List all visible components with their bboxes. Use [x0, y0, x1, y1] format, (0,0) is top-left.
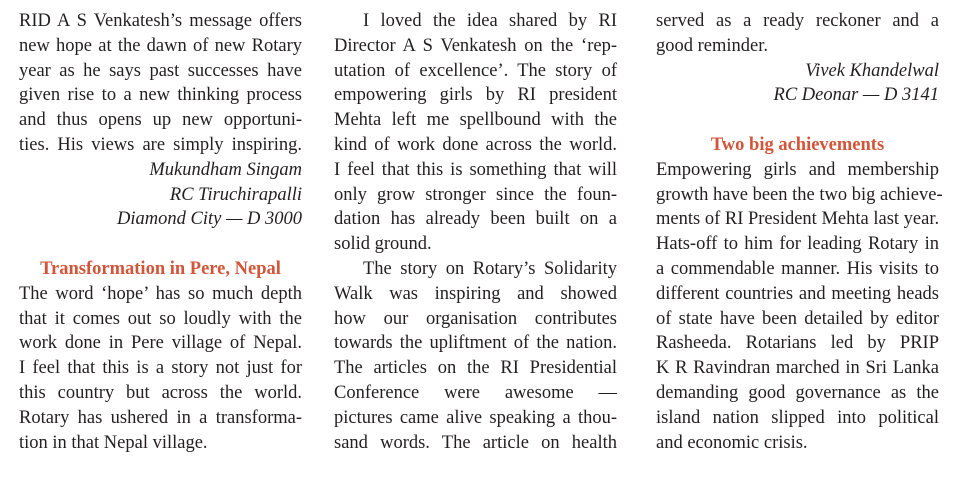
text-line: The story on Rotary’s Solidarity: [363, 258, 617, 279]
letter-continuation: [656, 9, 939, 59]
column-2: [334, 9, 617, 455]
column-1: [19, 9, 302, 455]
text-line: new hope at the dawn of new Rotary: [19, 35, 302, 56]
text-line: and economic crisis.: [656, 432, 808, 453]
text-line: island nation slipped into political: [656, 407, 939, 428]
signature-vivek-khandelwal: [656, 59, 939, 109]
letter-two-big-achievements: [656, 158, 943, 456]
text-line: ties. His views are simply inspiring.: [19, 134, 302, 155]
text-line: how our organisation contributes: [334, 308, 617, 329]
text-line: kind of work done across the world.: [334, 134, 617, 155]
heading-transformation-pere-nepal: Transformation in Pere, Nepal: [40, 258, 281, 279]
letter-pere-nepal: [19, 282, 302, 456]
text-line: good reminder.: [656, 35, 769, 56]
text-line: Hats-off to him for leading Rotary in: [656, 234, 939, 255]
text-line: utation of excellence’. The story of: [334, 60, 617, 81]
text-line: this country but across the world.: [19, 382, 302, 403]
text-line: sand words. The article on health: [334, 432, 617, 453]
text-line: served as a ready reckoner and a: [656, 11, 939, 31]
text-line: The articles on the RI Presidential: [334, 358, 617, 379]
text-line: solid ground.: [334, 234, 432, 255]
text-line: and thus opens up new opportuni-: [19, 110, 302, 131]
text-line: that it comes out so loudly with the: [19, 308, 302, 329]
text-line: Mehta left me spellbound with the: [334, 110, 617, 131]
text-line: a commendable manner. His visits to: [656, 258, 939, 279]
text-line: different countries and meeting heads: [656, 283, 939, 304]
text-line: I feel that this is something that will: [334, 159, 617, 180]
spacer: [19, 232, 302, 257]
text-line: K R Ravindran marched in Sri Lanka: [656, 358, 939, 379]
letter-solidarity-walk: [334, 257, 617, 455]
text-line: pictures came alive speaking a thou-: [334, 407, 617, 428]
text-line: year as he says past successes have: [19, 60, 302, 81]
text-line: given rise to a new thinking process: [19, 85, 302, 106]
text-line: Walk was inspiring and showed: [334, 283, 617, 304]
text-line: RID A S Venkatesh’s message offers: [19, 11, 302, 31]
text-line: dation has already been built on a: [334, 209, 617, 230]
letter-reputation-of-excellence: [334, 9, 617, 257]
text-line: Conference were awesome —: [334, 382, 617, 403]
signature-name: Mukundham Singam: [149, 159, 302, 180]
text-line: only grow stronger since the foun-: [334, 184, 617, 205]
text-line: Rotary has ushered in a transforma-: [19, 407, 302, 428]
text-line: The word ‘hope’ has so much depth: [19, 283, 302, 304]
text-line: towards the upliftment of the nation.: [334, 333, 617, 354]
column-3: [656, 9, 943, 455]
text-line: I loved the idea shared by RI: [363, 11, 617, 31]
text-line: work done in Pere village of Nepal.: [19, 333, 302, 354]
signature-mukundham-singam: [19, 158, 302, 232]
text-line: tion in that Nepal village.: [19, 432, 208, 453]
text-line: growth have been the two big achieve-: [656, 184, 943, 205]
text-line: I feel that this is a story not just for: [19, 358, 302, 379]
signature-club: RC Tiruchirapalli: [169, 184, 302, 205]
text-line: Empowering girls and membership: [656, 159, 939, 180]
text-line: demanding good governance as the: [656, 382, 939, 403]
text-line: of state have been detailed by editor: [656, 308, 939, 329]
signature-name: Vivek Khandelwal: [805, 60, 939, 81]
signature-club-district: RC Deonar — D 3141: [773, 85, 939, 106]
signature-district: Diamond City — D 3000: [117, 209, 302, 230]
spacer: [656, 108, 939, 133]
heading-two-big-achievements: Two big achievements: [710, 134, 885, 155]
text-line: Director A S Venkatesh on the ‘rep-: [334, 35, 617, 56]
text-line: empowering girls by RI president: [334, 85, 617, 106]
text-line: Rasheeda. Rotarians led by PRIP: [656, 333, 939, 354]
text-line: ments of RI President Mehta last year.: [656, 209, 940, 230]
letter-venkatesh-message: [19, 9, 302, 158]
